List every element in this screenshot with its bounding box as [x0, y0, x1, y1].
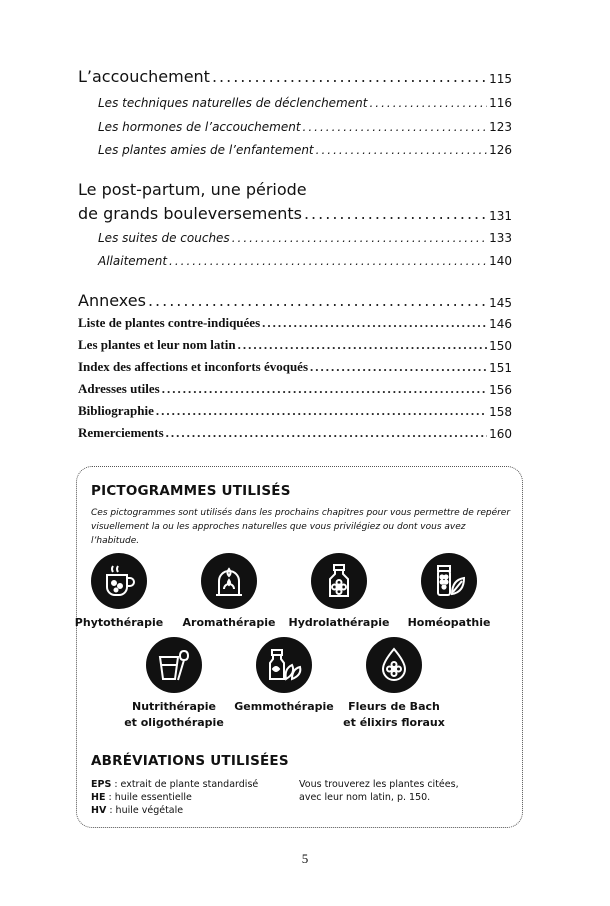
pictogram-description: Ces pictogrammes sont utilisés dans les prochains chapitres pour vous permettre de repérer visuellement la ou les approches naturelles que vous privilégiez ou dont vous avez l’habitude. [91, 508, 511, 546]
toc-entry-title: Les plantes amies de l’enfantement [98, 143, 314, 157]
pictogram-label: Phytothérapie [74, 616, 164, 629]
toc-annex-entry[interactable] [78, 423, 512, 441]
toc-entry-title: Index des affections et inconforts évoqués [78, 359, 309, 374]
toc-leader-dots [262, 315, 487, 331]
toc-leader-dots [162, 381, 487, 397]
toc-entry-title: Les techniques naturelles de déclenchement [98, 96, 368, 110]
abbreviations-list [91, 778, 258, 817]
toc-annex-entry[interactable] [78, 379, 512, 397]
abbreviation-code: EPS [91, 779, 112, 790]
tea-cup-icon [91, 553, 147, 609]
toc-entry-page: 133 [489, 231, 512, 245]
abbreviation-code: HV [91, 805, 107, 816]
toc-entry-page: 151 [489, 361, 512, 375]
toc-leader-dots [304, 204, 487, 223]
toc-entry-page: 126 [489, 143, 512, 157]
toc-sub-entry[interactable] [98, 227, 512, 245]
abbreviation-text: : extrait de plante standardisé [111, 779, 259, 790]
pictogram-label: Homéopathie [407, 616, 491, 629]
toc-entry-page: 158 [489, 405, 512, 419]
toc-leader-dots [169, 254, 487, 268]
oil-diffuser-icon [201, 553, 257, 609]
toc-entry-page: 131 [489, 209, 512, 223]
abbreviation-item [91, 804, 258, 817]
pictogram-phytotherapie [59, 553, 179, 631]
toc-leader-dots [310, 359, 487, 375]
toc-entry-page: 116 [489, 96, 512, 110]
abbreviation-text: : huile essentielle [105, 792, 192, 803]
toc-entry-title: Annexes [78, 291, 146, 310]
table-of-contents [78, 0, 512, 450]
pictogram-label-line2: et oligothérapie [124, 716, 224, 729]
pictogram-fleurs-de-bach [334, 637, 454, 731]
toc-entry-page: 123 [489, 120, 512, 134]
note-line: Vous trouverez les plantes citées, [299, 779, 459, 790]
toc-leader-dots [156, 403, 487, 419]
toc-entry-title: Les suites de couches [98, 231, 230, 245]
toc-sub-entry[interactable] [98, 250, 512, 268]
toc-entry-title: Les plantes et leur nom latin [78, 337, 236, 352]
toc-entry-annexes[interactable] [78, 288, 512, 310]
toc-entry-page: 160 [489, 427, 512, 441]
toc-leader-dots [212, 67, 487, 86]
toc-leader-dots [166, 425, 487, 441]
bottle-leaves-icon [256, 637, 312, 693]
pictogram-box [76, 466, 523, 828]
drop-flower-icon [366, 637, 422, 693]
abbreviation-item [91, 778, 258, 791]
toc-entry-postpartum[interactable] [78, 201, 512, 223]
pictogram-label-line2: et élixirs floraux [343, 716, 445, 729]
abbreviation-item [91, 791, 258, 804]
pictogram-label: Gemmothérapie [234, 700, 334, 713]
pictogram-hydrolatherapie [279, 553, 399, 631]
toc-entry-title: Les hormones de l’accouchement [98, 120, 301, 134]
toc-entry-title: Le post-partum, une période [78, 180, 307, 199]
toc-entry-page: 115 [489, 72, 512, 86]
toc-sub-entry[interactable] [98, 139, 512, 157]
toc-entry-accouchement[interactable] [78, 64, 512, 86]
toc-entry-title: de grands bouleversements [78, 204, 302, 223]
pictogram-label: Aromathérapie [182, 616, 276, 629]
toc-entry-title: Bibliographie [78, 403, 154, 418]
bottle-flower-icon [311, 553, 367, 609]
toc-leader-dots [148, 291, 487, 310]
pictogram-homeopathie [389, 553, 509, 631]
toc-leader-dots [232, 231, 487, 245]
toc-entry-title: Remerciements [78, 425, 164, 440]
toc-entry-title: Liste de plantes contre-indiquées [78, 315, 261, 330]
abbreviations-note [299, 778, 459, 804]
toc-sub-entry[interactable] [98, 92, 512, 110]
toc-entry-page: 140 [489, 254, 512, 268]
toc-entry-title: Adresses utiles [78, 381, 160, 396]
toc-annex-entry[interactable] [78, 313, 512, 331]
toc-entry-page: 145 [489, 296, 512, 310]
toc-leader-dots [316, 143, 487, 157]
toc-entry-title: Allaitement [98, 254, 168, 268]
abbreviations-title: ABRÉVIATIONS UTILISÉES [91, 753, 289, 769]
toc-entry-title: L’accouchement [78, 67, 210, 86]
toc-entry-page: 146 [489, 317, 512, 331]
toc-leader-dots [303, 120, 488, 134]
toc-entry-postpartum-line1[interactable] [78, 177, 512, 199]
pictogram-label: Hydrolathérapie [288, 616, 390, 629]
toc-leader-dots [238, 337, 488, 353]
abbreviation-code: HE [91, 792, 106, 803]
page-number: 5 [301, 851, 309, 866]
note-line: avec leur nom latin, p. 150. [299, 792, 431, 803]
granules-tube-icon [421, 553, 477, 609]
glass-spoon-icon [146, 637, 202, 693]
toc-annex-entry[interactable] [78, 401, 512, 419]
pictogram-label: Fleurs de Bach [348, 700, 440, 713]
toc-entry-page: 156 [489, 383, 512, 397]
pictogram-label: Nutrithérapie [132, 700, 216, 713]
pictogram-gemmotherapie [224, 637, 344, 715]
toc-sub-entry[interactable] [98, 116, 512, 134]
toc-leader-dots [369, 96, 487, 110]
toc-entry-page: 150 [489, 339, 512, 353]
toc-annex-entry[interactable] [78, 357, 512, 375]
abbreviation-text: : huile végétale [106, 805, 184, 816]
toc-annex-entry[interactable] [78, 335, 512, 353]
pictogram-aromatherapie [169, 553, 289, 631]
pictogram-title: PICTOGRAMMES UTILISÉS [91, 483, 291, 499]
pictogram-nutritherapie [114, 637, 234, 731]
